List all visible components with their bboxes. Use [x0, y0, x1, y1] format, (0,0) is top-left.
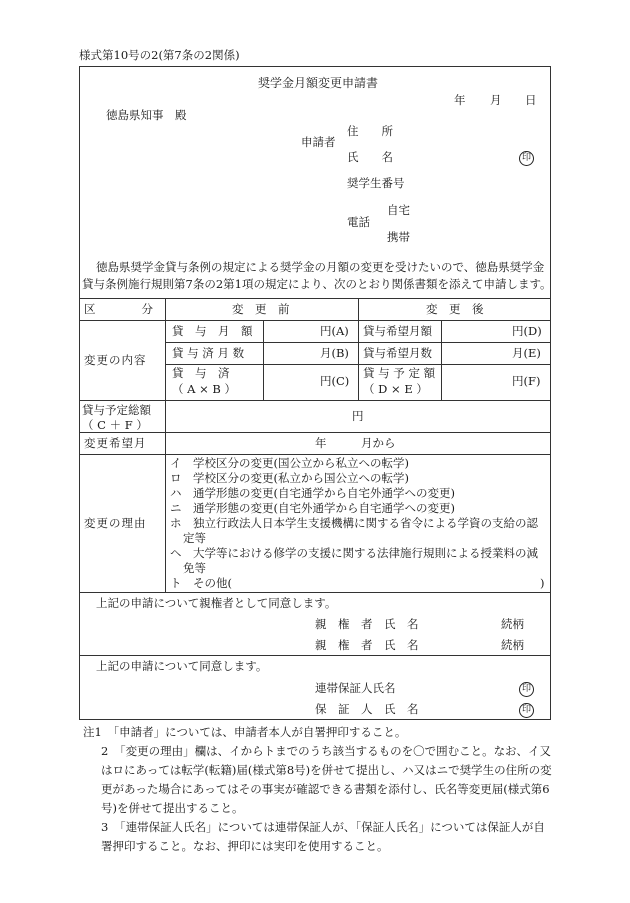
after-header: 変 更 後	[426, 302, 484, 316]
reason-option-he-cont: 免等	[183, 561, 206, 575]
joint-guarantor-seal-icon: 印	[519, 682, 534, 697]
desired-monthly-amount-field[interactable]: 円(D)	[512, 324, 542, 338]
row-line-7	[79, 655, 551, 656]
guarantor-label: 保 証 人 氏 名	[315, 702, 419, 716]
reason-other-close: )	[540, 576, 545, 590]
guardian-consent: 上記の申請について親権者として同意します。	[96, 596, 337, 610]
planned-amount-label: 貸 与 予 定 額	[363, 366, 436, 380]
total-label: 貸与予定総額	[82, 403, 151, 417]
statement-line-1: 徳島県奨学金貸与条例の規定による奨学金の月額の変更を受けたいので、徳島県奨学金	[96, 260, 545, 274]
note-1: 注1 「申請者」については、申請者本人が自署押印すること。	[83, 725, 407, 739]
left-value-divider	[263, 320, 264, 400]
desired-month-label: 変更希望月	[84, 436, 147, 450]
amount-paid-formula: （ A × B ）	[172, 382, 237, 396]
reason-label: 変更の理由	[84, 516, 147, 530]
date-year[interactable]: 年	[454, 93, 466, 107]
table-top-line	[79, 298, 551, 299]
guardian-relation-2[interactable]: 続柄	[501, 638, 524, 652]
total-formula: （ C ＋ F ）	[82, 418, 148, 432]
form-title: 奨学金月額変更申請書	[258, 76, 379, 90]
reason-option-to[interactable]: ト その他(	[170, 576, 232, 590]
right-value-divider	[441, 320, 442, 400]
header-bottom-line	[79, 320, 551, 321]
row-line-4	[79, 432, 551, 433]
desired-months-label: 貸与希望月数	[363, 346, 432, 360]
row-line-5	[79, 454, 551, 455]
form-id: 様式第10号の2(第7条の2関係)	[79, 48, 240, 62]
address-label: 住 所	[347, 124, 393, 138]
desired-monthly-amount-label: 貸与希望月額	[363, 324, 432, 338]
phone-home-label: 自宅	[387, 203, 410, 217]
planned-amount-field[interactable]: 円(F)	[512, 374, 541, 388]
guardian-name-label-1: 親 権 者 氏 名	[315, 617, 419, 631]
guarantor-seal-icon: 印	[519, 703, 534, 718]
change-content-label: 変更の内容	[84, 353, 147, 367]
date-month[interactable]: 月	[490, 93, 502, 107]
label-column-line	[165, 298, 166, 592]
amount-paid-field[interactable]: 円(C)	[320, 374, 350, 388]
name-label: 氏 名	[347, 150, 393, 164]
monthly-amount-field[interactable]: 円(A)	[320, 324, 349, 338]
addressee: 徳島県知事 殿	[106, 108, 187, 122]
before-header: 変 更 前	[232, 302, 290, 316]
note-2: 2 「変更の理由」欄は、イからトまでのうち該当するものを〇で囲むこと。なお、イ又はロにあっては転学(転籍)届(様式第8号)を併せて提出し、ハ又はニで奨学生の住所の変更があった場合にあってはその事実が確認できる書類を添付し、氏名等変更届(様式第6号)を併せて提出すること。	[101, 744, 552, 815]
before-after-divider	[358, 298, 359, 400]
statement-line-2: 貸与条例施行規則第7条の2第1項の規定により、次のとおり関係書類を添えて申請します。	[82, 277, 552, 291]
guardian-relation-1[interactable]: 続柄	[501, 617, 524, 631]
phone-mobile-label: 携帯	[387, 230, 410, 244]
months-paid-label: 貸 与 済 月 数	[172, 346, 245, 360]
student-number-label: 奨学生番号	[347, 176, 405, 190]
phone-label: 電話	[347, 215, 370, 229]
note-3: 3 「連帯保証人氏名」については連帯保証人が、「保証人氏名」については保証人が自署押印すること。なお、押印には実印を使用すること。	[101, 820, 545, 853]
reason-option-ha[interactable]: ハ 通学形態の変更(自宅通学から自宅外通学への変更)	[170, 486, 455, 500]
applicant-seal-icon: 印	[519, 151, 534, 166]
joint-guarantor-label: 連帯保証人氏名	[315, 681, 396, 695]
amount-paid-label: 貸 与 済	[172, 366, 230, 380]
applicant-label: 申請者	[301, 135, 336, 149]
category-header: 区 分	[84, 302, 153, 316]
total-field[interactable]: 円	[352, 409, 364, 423]
reason-option-i[interactable]: イ 学校区分の変更(国公立から私立への転学)	[170, 456, 409, 470]
desired-month-field[interactable]: 年 月から	[315, 436, 396, 450]
planned-amount-formula: （ D × E ）	[363, 382, 428, 396]
row-line-6	[79, 592, 551, 593]
guardian-name-label-2: 親 権 者 氏 名	[315, 638, 419, 652]
reason-option-ro[interactable]: ロ 学校区分の変更(私立から国公立への転学)	[170, 471, 409, 485]
reason-option-ho-cont: 定等	[183, 531, 206, 545]
row-line-3	[79, 400, 551, 401]
desired-months-field[interactable]: 月(E)	[512, 346, 541, 360]
months-paid-field[interactable]: 月(B)	[320, 346, 349, 360]
reason-option-he[interactable]: ヘ 大学等における修学の支援に関する法律施行規則による授業料の減	[170, 546, 538, 560]
date-day[interactable]: 日	[525, 93, 537, 107]
monthly-amount-label: 貸 与 月 額	[172, 324, 253, 338]
reason-option-ni[interactable]: ニ 通学形態の変更(自宅外通学から自宅通学への変更)	[170, 501, 455, 515]
guarantor-consent: 上記の申請について同意します。	[96, 659, 268, 673]
reason-option-ho[interactable]: ホ 独立行政法人日本学生支援機構に関する省令による学資の支給の認	[170, 516, 538, 530]
